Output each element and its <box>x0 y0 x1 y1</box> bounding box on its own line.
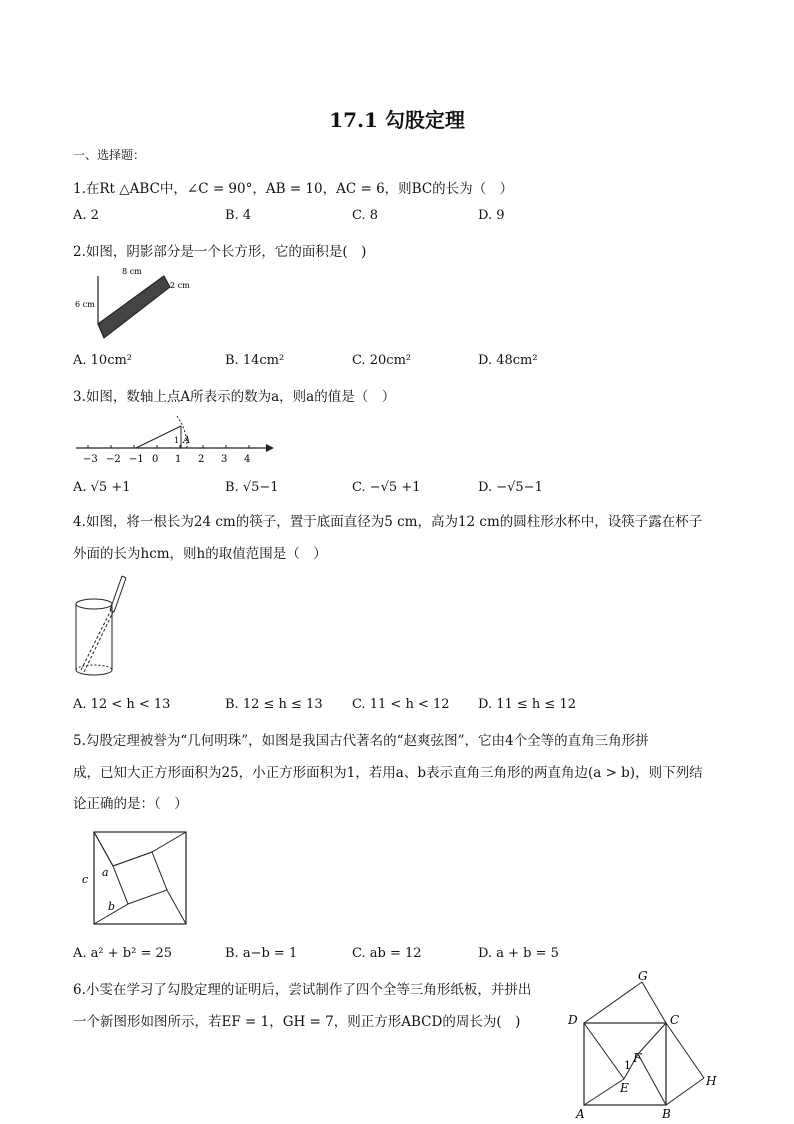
label-c: c <box>82 873 89 886</box>
tick-label: 3 <box>221 454 228 465</box>
side-label: 1 <box>174 436 180 445</box>
option-b[interactable]: B. √5−1 <box>225 480 279 495</box>
label-e: E <box>620 1081 629 1095</box>
q3-number-line-figure <box>74 412 280 468</box>
page-title: 17.1 勾股定理 <box>329 108 465 132</box>
option-c[interactable]: C. ab = 12 <box>352 946 422 961</box>
option-d[interactable]: D. 11 ≤ h ≤ 12 <box>478 697 576 712</box>
question-6-line-2: 一个新图形如图所示，若EF = 1，GH = 7，则正方形ABCD的周长为( ) <box>73 1014 521 1030</box>
option-d[interactable]: D. 48cm² <box>478 353 538 368</box>
option-a[interactable]: A. √5 +1 <box>73 480 131 495</box>
label-8cm: 8 cm <box>122 267 142 276</box>
tick-label: 4 <box>244 454 251 465</box>
question-2: 2.如图，阴影部分是一个长方形，它的面积是( ) <box>73 244 367 260</box>
q5-zhaoshuang-figure <box>80 830 190 928</box>
label-a: a <box>102 866 109 879</box>
option-c[interactable]: C. 8 <box>352 208 379 223</box>
question-6-line-1: 6.小雯在学习了勾股定理的证明后，尝试制作了四个全等三角形纸板，并拼出 <box>73 982 532 998</box>
question-5-line-3: 论正确的是：（ ） <box>73 796 188 812</box>
option-b[interactable]: B. 4 <box>225 208 252 223</box>
q4-cup-figure <box>74 572 130 682</box>
tick-label: 0 <box>152 454 159 465</box>
option-a[interactable]: A. a² + b² = 25 <box>73 946 173 961</box>
option-a[interactable]: A. 10cm² <box>73 353 133 368</box>
question-4-line-2: 外面的长为hcm，则h的取值范围是（ ） <box>73 546 327 562</box>
q6-square-figure <box>566 966 730 1124</box>
option-d[interactable]: D. a + b = 5 <box>478 946 559 961</box>
tick-label: 1 <box>175 454 182 465</box>
label-f: F <box>633 1051 642 1065</box>
label-1: 1 <box>624 1059 631 1072</box>
tick-label: −3 <box>83 454 98 465</box>
option-b[interactable]: B. 12 ≤ h ≤ 13 <box>225 697 323 712</box>
section-heading: 一、选择题： <box>73 148 146 162</box>
point-a-label: A <box>183 435 191 446</box>
option-c[interactable]: C. −√5 +1 <box>352 480 421 495</box>
q2-rectangle-figure <box>74 266 204 346</box>
label-c: C <box>670 1013 680 1027</box>
question-4-line-1: 4.如图，将一根长为24 cm的筷子，置于底面直径为5 cm，高为12 cm的圆柱形水杯中，设筷子露在杯子 <box>73 514 703 530</box>
option-c[interactable]: C. 11 < h < 12 <box>352 697 450 712</box>
label-b: b <box>108 900 116 913</box>
question-1: 1.在Rt △ABC中，∠C = 90°，AB = 10，AC = 6，则BC的长为（ ） <box>73 181 514 197</box>
option-d[interactable]: D. 9 <box>478 208 505 223</box>
label-a: A <box>576 1107 585 1121</box>
option-d[interactable]: D. −√5−1 <box>478 480 543 495</box>
question-3: 3.如图，数轴上点A所表示的数为a，则a的值是（ ） <box>73 389 396 405</box>
option-a[interactable]: A. 12 < h < 13 <box>73 697 171 712</box>
label-d: D <box>568 1013 578 1027</box>
label-g: G <box>638 969 648 983</box>
question-5-line-2: 成，已知大正方形面积为25，小正方形面积为1，若用a、b表示直角三角形的两直角边(a > b)，则下列结 <box>73 765 703 781</box>
label-h: H <box>706 1074 717 1088</box>
option-c[interactable]: C. 20cm² <box>352 353 412 368</box>
tick-label: −2 <box>106 454 121 465</box>
option-b[interactable]: B. 14cm² <box>225 353 285 368</box>
question-5-line-1: 5.勾股定理被誉为“几何明珠”，如图是我国古代著名的“赵爽弦图”，它由4个全等的直角三角形拼 <box>73 733 649 749</box>
label-6cm: 6 cm <box>75 300 95 309</box>
tick-label: −1 <box>129 454 144 465</box>
option-a[interactable]: A. 2 <box>73 208 99 223</box>
tick-label: 2 <box>198 454 205 465</box>
label-2cm: 2 cm <box>170 281 190 290</box>
option-b[interactable]: B. a−b = 1 <box>225 946 298 961</box>
label-b: B <box>662 1107 671 1121</box>
